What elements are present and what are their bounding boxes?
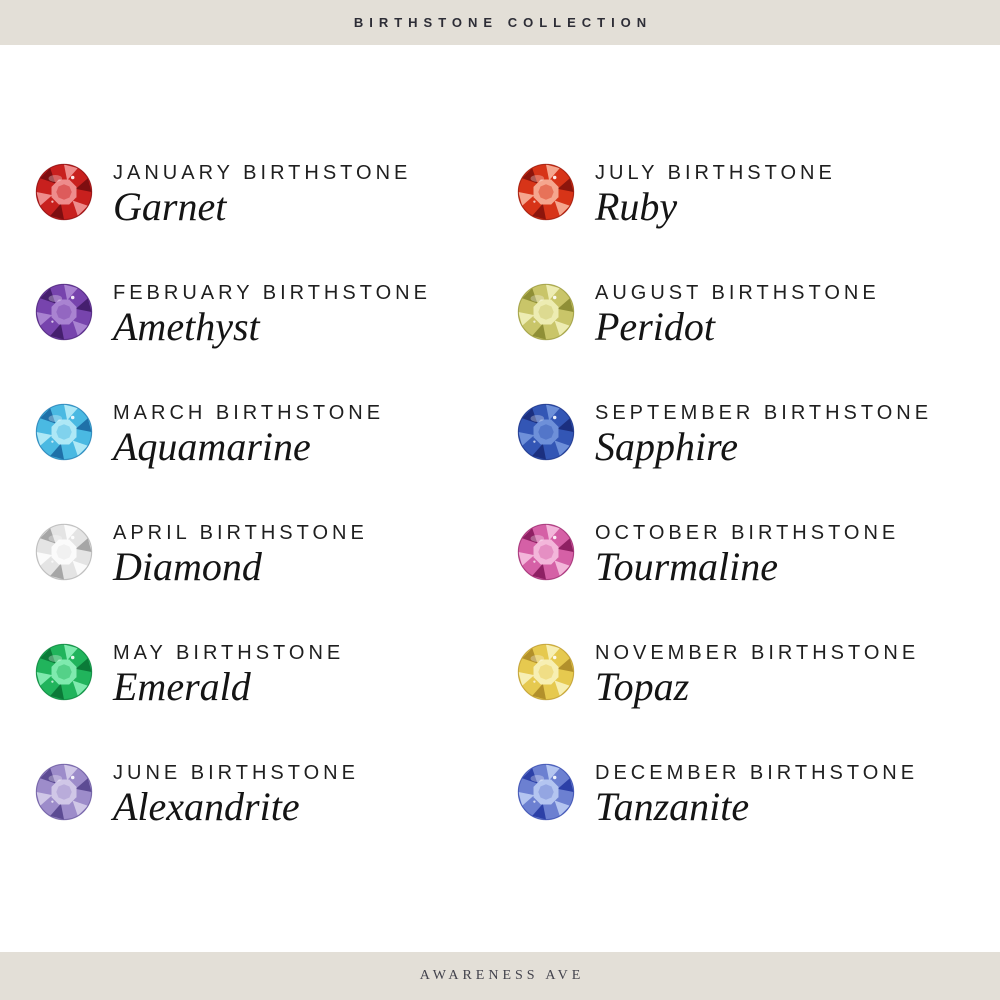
footer-band [0, 952, 1000, 1000]
topaz-gem-icon [517, 643, 575, 701]
stone-item-garnet [35, 132, 431, 252]
stone-text [595, 762, 918, 829]
stone-name: Tourmaline [595, 543, 779, 589]
month-label: JUNE BIRTHSTONE [113, 761, 359, 784]
stone-text [595, 282, 880, 349]
amethyst-gem-icon [35, 283, 93, 341]
month-label: DECEMBER BIRTHSTONE [595, 761, 919, 784]
stone-name: Ruby [595, 183, 678, 229]
stone-name: Sapphire [595, 423, 738, 469]
sapphire-gem-icon [517, 403, 575, 461]
stone-item-diamond [35, 492, 431, 612]
stone-item-sapphire [517, 372, 932, 492]
stone-text [113, 162, 411, 229]
stone-text [113, 642, 344, 709]
stones-grid [0, 45, 1000, 952]
stone-name: Emerald [113, 663, 251, 709]
stone-text [113, 282, 431, 349]
stones-column-right [517, 132, 932, 852]
stone-item-tanzanite [517, 732, 932, 852]
stone-item-ruby [517, 132, 932, 252]
stone-text [113, 522, 368, 589]
month-label: JANUARY BIRTHSTONE [113, 161, 412, 184]
stone-text [595, 162, 836, 229]
stone-item-topaz [517, 612, 932, 732]
diamond-gem-icon [35, 523, 93, 581]
tanzanite-gem-icon [517, 763, 575, 821]
emerald-gem-icon [35, 643, 93, 701]
stone-item-peridot [517, 252, 932, 372]
garnet-gem-icon [35, 163, 93, 221]
stone-name: Tanzanite [595, 783, 750, 829]
alexandrite-gem-icon [35, 763, 93, 821]
month-label: APRIL BIRTHSTONE [113, 521, 368, 544]
footer-brand: AWARENESS AVE [419, 968, 585, 983]
month-label: MARCH BIRTHSTONE [113, 401, 385, 424]
stone-name: Topaz [595, 663, 690, 709]
stone-item-aquamarine [35, 372, 431, 492]
stones-column-left [35, 132, 431, 852]
stone-name: Aquamarine [113, 423, 311, 469]
ruby-gem-icon [517, 163, 575, 221]
stone-item-tourmaline [517, 492, 932, 612]
stone-item-amethyst [35, 252, 431, 372]
stone-name: Garnet [113, 183, 227, 229]
month-label: JULY BIRTHSTONE [595, 161, 836, 184]
stone-text [595, 402, 932, 469]
month-label: MAY BIRTHSTONE [113, 641, 345, 664]
tourmaline-gem-icon [517, 523, 575, 581]
month-label: AUGUST BIRTHSTONE [595, 281, 880, 304]
month-label: FEBRUARY BIRTHSTONE [113, 281, 431, 304]
stone-text [595, 642, 919, 709]
stone-name: Diamond [113, 543, 262, 589]
month-label: SEPTEMBER BIRTHSTONE [595, 401, 933, 424]
stone-item-alexandrite [35, 732, 431, 852]
header-band [0, 0, 1000, 45]
stone-text [595, 522, 899, 589]
stone-name: Amethyst [113, 303, 260, 349]
aquamarine-gem-icon [35, 403, 93, 461]
page-title: BIRTHSTONE COLLECTION [353, 15, 653, 30]
peridot-gem-icon [517, 283, 575, 341]
stone-item-emerald [35, 612, 431, 732]
month-label: NOVEMBER BIRTHSTONE [595, 641, 920, 664]
month-label: OCTOBER BIRTHSTONE [595, 521, 900, 544]
stone-name: Alexandrite [113, 783, 300, 829]
stone-name: Peridot [595, 303, 715, 349]
stone-text [113, 762, 359, 829]
stone-text [113, 402, 384, 469]
